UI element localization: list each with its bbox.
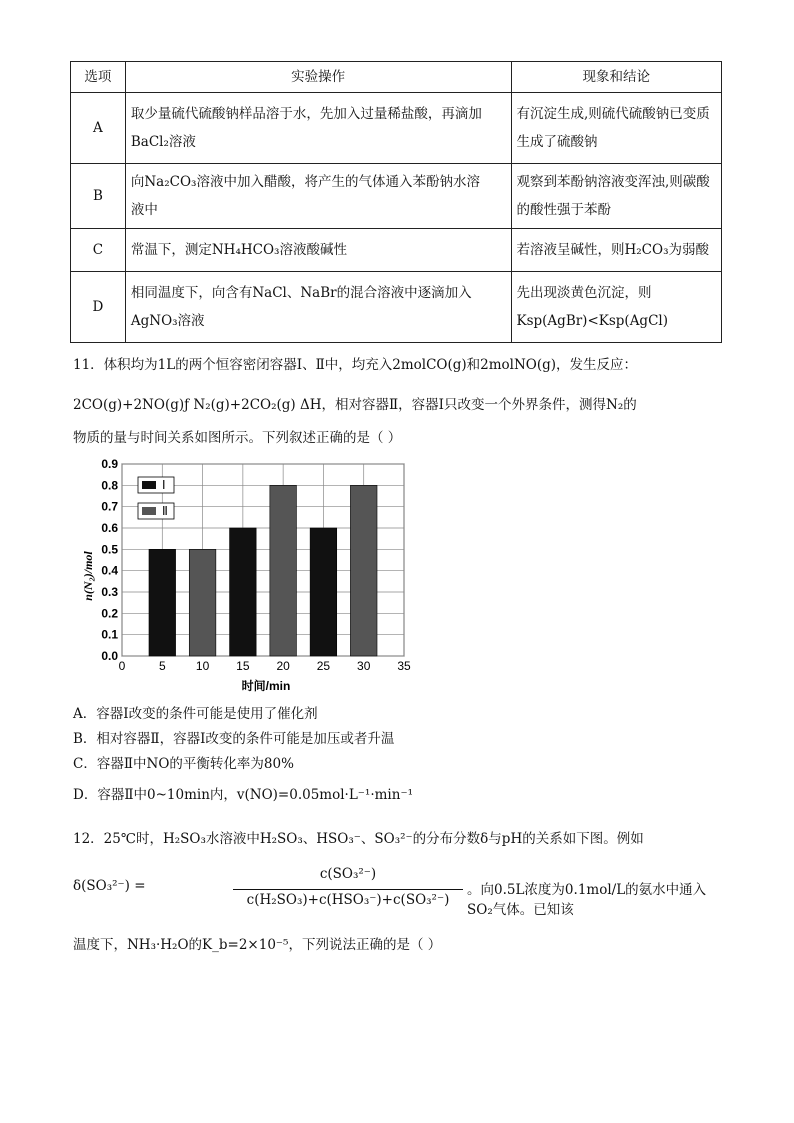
y-tick-label: 0.9 bbox=[101, 457, 118, 471]
x-tick-label: 15 bbox=[236, 659, 250, 673]
bar-series-2 bbox=[189, 549, 216, 656]
table-header-row bbox=[71, 62, 722, 93]
q12-fraction bbox=[73, 866, 723, 916]
x-tick-label: 35 bbox=[397, 659, 411, 673]
operation-line: 液中 bbox=[130, 202, 158, 218]
bar-series-2 bbox=[350, 485, 377, 656]
x-tick-label: 30 bbox=[357, 659, 371, 673]
operation-line: 相同温度下，向含有NaCl、NaBr的混合溶液中逐滴加入 bbox=[130, 285, 472, 301]
result-line: 的酸性强于苯酚 bbox=[516, 202, 611, 218]
fraction-denominator: c(H₂SO₃)+c(HSO₃⁻)+c(SO₃²⁻) bbox=[246, 892, 450, 908]
x-tick-label: 20 bbox=[276, 659, 290, 673]
y-tick-label: 0.0 bbox=[101, 649, 118, 663]
result-line: 生成了硫酸钠 bbox=[516, 134, 598, 150]
legend-swatch bbox=[142, 507, 156, 515]
header-result: 现象和结论 bbox=[511, 62, 722, 93]
x-tick-label: 10 bbox=[195, 659, 210, 673]
q11-option-d: D．容器Ⅱ中0~10min内，v(NO)=0.05mol·L⁻¹·min⁻¹ bbox=[73, 787, 413, 803]
result-line: 先出现淡黄色沉淀，则 bbox=[516, 285, 652, 301]
x-tick-labels bbox=[119, 659, 411, 673]
bar-series-1 bbox=[230, 528, 257, 656]
q11-line2: 2CO(g)+2NO(g)ƒ N₂(g)+2CO₂(g) ΔH，相对容器Ⅱ，容器Ⅰ只改变一个外界条件，测得N₂的 bbox=[73, 397, 637, 413]
q11-option-b: B．相对容器Ⅱ，容器Ⅰ改变的条件可能是加压或者升温 bbox=[73, 731, 395, 747]
result-line: 若溶液呈碱性，则H₂CO₃为弱酸 bbox=[516, 242, 709, 258]
row-operation bbox=[125, 164, 511, 229]
operation-line: 取少量硫代硫酸钠样品溶于水，先加入过量稀盐酸，再滴加 bbox=[130, 106, 482, 122]
x-axis-label: 时间/min bbox=[241, 679, 291, 693]
x-tick-label: 0 bbox=[118, 659, 126, 673]
y-tick-label: 0.6 bbox=[101, 521, 118, 535]
y-axis-label: n(N₂)/mol bbox=[81, 551, 95, 601]
row-result bbox=[511, 229, 722, 272]
result-line: 观察到苯酚钠溶液变浑浊,则碳酸 bbox=[516, 174, 710, 190]
bar-series-1 bbox=[149, 549, 176, 656]
q11-option-a: A．容器Ⅰ改变的条件可能是使用了催化剂 bbox=[73, 706, 318, 722]
table-row bbox=[71, 164, 722, 229]
table-row bbox=[71, 229, 722, 272]
q11-option-c: C．容器Ⅱ中NO的平衡转化率为80% bbox=[73, 756, 294, 772]
legend-label: Ⅱ bbox=[162, 504, 168, 518]
row-option: C bbox=[71, 229, 126, 272]
y-tick-label: 0.8 bbox=[101, 478, 118, 493]
row-option: D bbox=[71, 272, 126, 343]
y-tick-label: 0.3 bbox=[101, 585, 118, 599]
q12-line3: 温度下，NH₃·H₂O的K_b=2×10⁻⁵，下列说法正确的是（ ） bbox=[73, 937, 442, 953]
bar-series-2 bbox=[270, 485, 297, 656]
legend-label: Ⅰ bbox=[162, 478, 166, 492]
row-result bbox=[511, 164, 722, 229]
fraction-numerator: c(SO₃²⁻) bbox=[319, 866, 377, 882]
operation-line: 常温下，测定NH₄HCO₃溶液酸碱性 bbox=[130, 242, 347, 258]
row-option: A bbox=[71, 93, 126, 164]
y-tick-label: 0.1 bbox=[101, 627, 118, 642]
x-tick-label: 5 bbox=[158, 659, 166, 673]
header-option: 选项 bbox=[71, 62, 126, 93]
row-option: B bbox=[71, 164, 126, 229]
operation-line: BaCl₂溶液 bbox=[130, 134, 196, 150]
row-operation bbox=[125, 229, 511, 272]
fraction-bar bbox=[233, 889, 463, 890]
row-result bbox=[511, 272, 722, 343]
result-line: Ksp(AgBr)<Ksp(AgCl) bbox=[516, 313, 668, 329]
n2-time-bar-chart bbox=[80, 456, 420, 696]
table-row bbox=[71, 272, 722, 343]
operation-line: AgNO₃溶液 bbox=[130, 313, 205, 329]
result-line: 有沉淀生成,则硫代硫酸钠已变质 bbox=[516, 106, 710, 122]
fraction-lhs: δ(SO₃²⁻) = bbox=[73, 878, 146, 894]
experiment-table bbox=[70, 61, 722, 343]
y-tick-label: 0.2 bbox=[101, 606, 118, 621]
y-tick-label: 0.4 bbox=[101, 563, 118, 578]
bar-series-1 bbox=[310, 528, 337, 656]
q11-line1: 11．体积均为1L的两个恒容密闭容器Ⅰ、Ⅱ中，均充入2molCO(g)和2molNO(g)，发生反应： bbox=[73, 357, 638, 373]
row-operation bbox=[125, 272, 511, 343]
table-row bbox=[71, 93, 722, 164]
y-tick-label: 0.7 bbox=[101, 499, 118, 514]
fraction-tail: 。向0.5L浓度为0.1mol/L的氨水中通入SO₂气体。已知该 bbox=[467, 882, 707, 918]
header-operation: 实验操作 bbox=[125, 62, 511, 93]
legend-swatch bbox=[142, 481, 156, 489]
q11-line3: 物质的量与时间关系如图所示。下列叙述正确的是（ ） bbox=[73, 430, 402, 446]
operation-line: 向Na₂CO₃溶液中加入醋酸，将产生的气体通入苯酚钠水溶 bbox=[130, 174, 480, 190]
q12-line1: 12．25℃时，H₂SO₃水溶液中H₂SO₃、HSO₃⁻、SO₃²⁻的分布分数δ与pH的关系如下图。例如 bbox=[73, 831, 644, 847]
x-tick-label: 25 bbox=[316, 659, 331, 673]
row-result bbox=[511, 93, 722, 164]
row-operation bbox=[125, 93, 511, 164]
y-tick-label: 0.5 bbox=[101, 542, 118, 557]
y-tick-labels bbox=[101, 457, 118, 663]
